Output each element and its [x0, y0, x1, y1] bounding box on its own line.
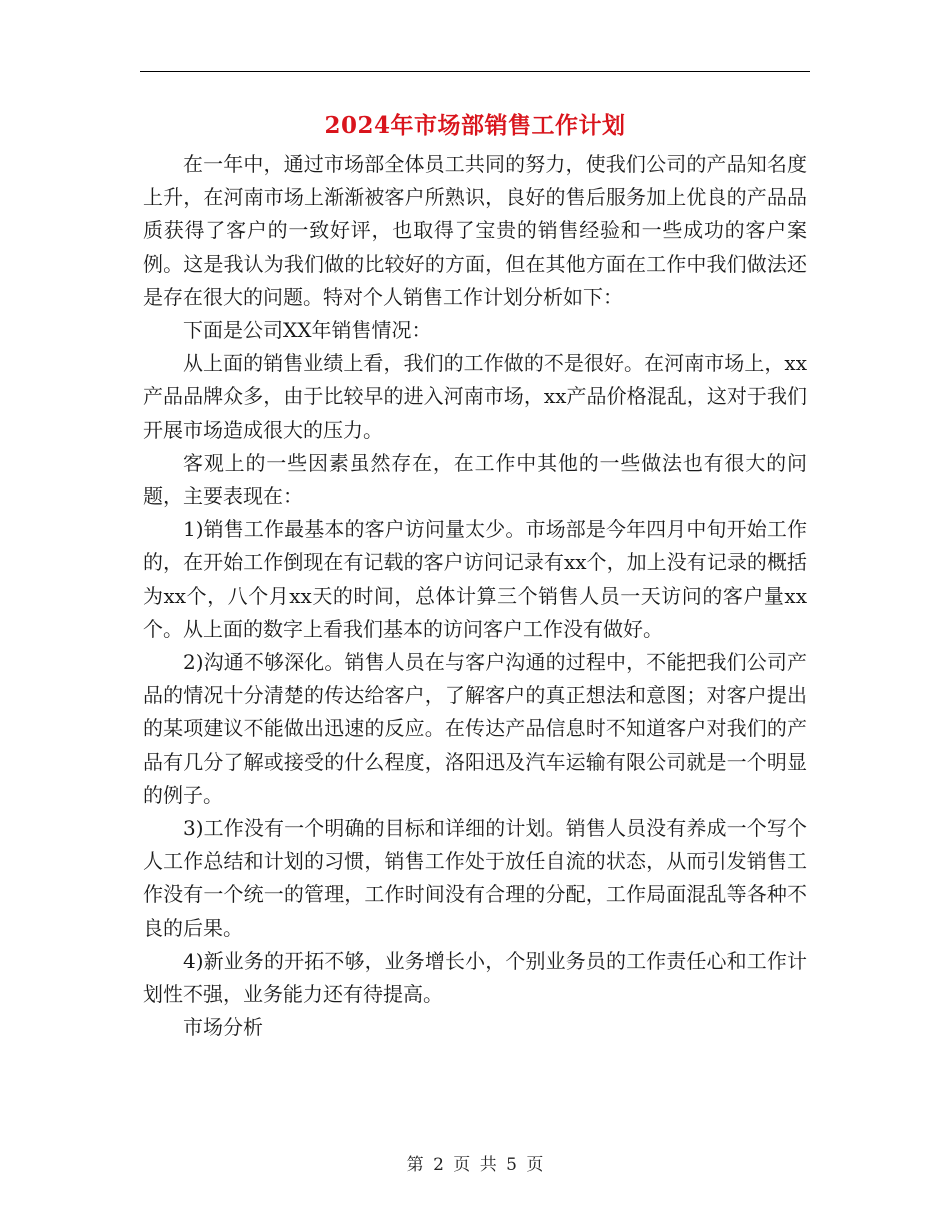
section-heading-market-analysis: 市场分析 — [183, 1015, 263, 1040]
paragraph-problems-intro: 客观上的一些因素虽然存在，在工作中其他的一些做法也有很大的问题，主要表现在： — [143, 450, 807, 509]
paragraph-problem-1: 1)销售工作最基本的客户访问量太少。市场部是今年四月中旬开始工作的，在开始工作倒现在有记载的客户访问记录有xx个，加上没有记录的概括为xx个，八个月xx天的时间，总体计算三个销售人员一天访问的客户量xx个。从上面的数字上看我们基本的访问客户工作没有做好。 — [143, 517, 807, 641]
paragraph-sales-status: 下面是公司XX年销售情况： — [183, 318, 432, 343]
paragraph-intro: 在一年中，通过市场部全体员工共同的努力，使我们公司的产品知名度上升，在河南市场上渐渐被客户所熟识，良好的售后服务加上优良的产品品质获得了客户的一致好评，也取得了宝贵的销售经验和一些成功的客户案例。这是我认为我们做的比较好的方面，但在其他方面在工作中我们做法还是存在很大的问题。特对个人销售工作计划分析如下： — [143, 152, 807, 309]
page-number: 第 2 页 共 5 页 — [406, 1155, 544, 1175]
header-rule — [140, 71, 810, 72]
document-body — [143, 148, 807, 1044]
paragraph-performance: 从上面的销售业绩上看，我们的工作做的不是很好。在河南市场上，xx产品品牌众多，由于比较早的进入河南市场，xx产品价格混乱，这对于我们开展市场造成很大的压力。 — [143, 351, 807, 442]
paragraph-problem-3: 3)工作没有一个明确的目标和详细的计划。销售人员没有养成一个写个人工作总结和计划的习惯，销售工作处于放任自流的状态，从而引发销售工作没有一个统一的管理，工作时间没有合理的分配，工作局面混乱等各种不良的后果。 — [143, 816, 807, 940]
paragraph-problem-4: 4)新业务的开拓不够，业务增长小，个别业务员的工作责任心和工作计划性不强，业务能力还有待提高。 — [143, 948, 807, 1007]
document-title: 2024年市场部销售工作计划 — [324, 112, 626, 139]
paragraph-problem-2: 2)沟通不够深化。销售人员在与客户沟通的过程中，不能把我们公司产品的情况十分清楚的传达给客户，了解客户的真正想法和意图；对客户提出的某项建议不能做出迅速的反应。在传达产品信息时不知道客户对我们的产品有几分了解或接受的什么程度，洛阳迅及汽车运输有限公司就是一个明显的例子。 — [143, 650, 807, 807]
